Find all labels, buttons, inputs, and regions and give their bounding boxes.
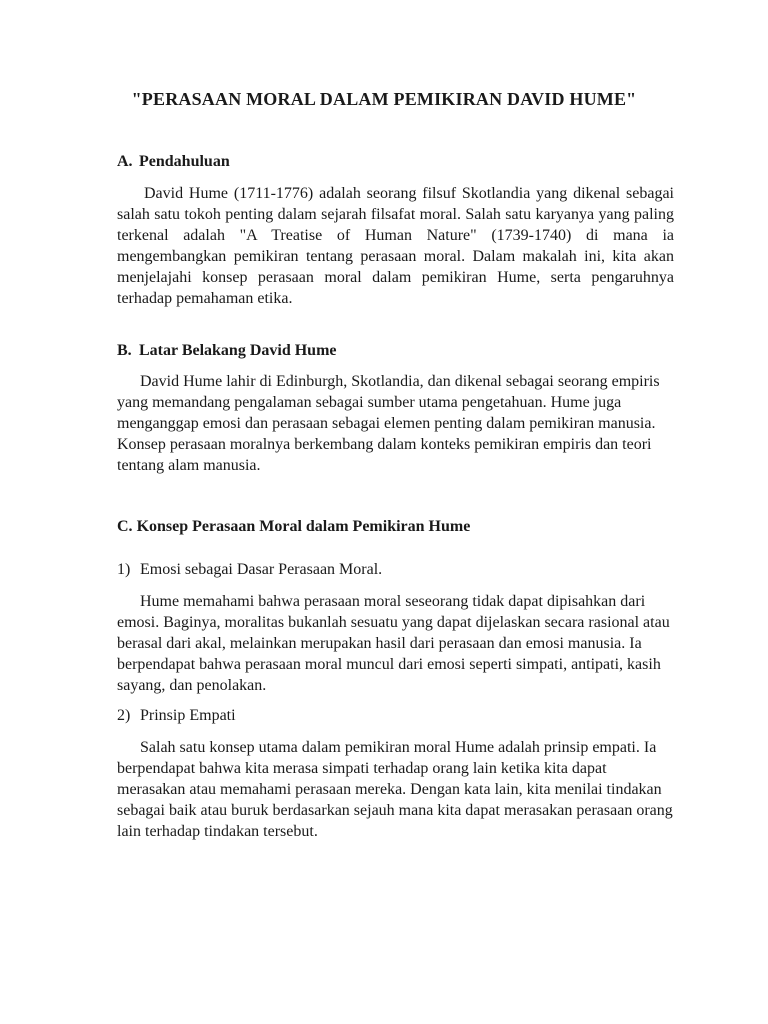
section-b-paragraph: David Hume lahir di Edinburgh, Skotlandia, dan dikenal sebagai seorang empiris yang memandang pengalaman sebagai sumber utama pengetahuan. Hume juga menganggap emosi dan perasaan sebagai elemen penting dalam pemikiran manusia. Konsep perasaan moralnya berkembang dalam konteks pemikiran empiris dan teori tentang alam manusia. bbox=[117, 373, 660, 474]
subitem-title: Prinsip Empati bbox=[140, 707, 236, 724]
section-letter: B. bbox=[117, 342, 132, 359]
document-title: "PERASAAN MORAL DALAM PEMIKIRAN DAVID HUME" bbox=[131, 89, 637, 109]
section-a-paragraph: David Hume (1711-1776) adalah seorang filsuf Skotlandia yang dikenal sebagai salah satu tokoh penting dalam sejarah filsafat moral. Salah satu karyanya yang paling terkenal adalah "A Treatise of Human Nature" (1739-1740) di mana ia mengembangkan pemikiran tentang perasaan moral. Dalam makalah ini, kita akan menjelajahi konsep perasaan moral dalam pemikiran Hume, serta pengaruhnya terhadap pemahaman etika. bbox=[117, 185, 674, 307]
subitem-heading-1 bbox=[117, 561, 382, 579]
subitem-number: 1) bbox=[117, 561, 131, 578]
subitem-2-paragraph: Salah satu konsep utama dalam pemikiran moral Hume adalah prinsip empati. Ia berpendapat bahwa kita merasa simpati terhadap orang lain ketika kita dapat merasakan atau memahami perasaan mereka. Dengan kata lain, kita menilai tindakan sebagai baik atau buruk berdasarkan sejauh mana kita dapat merasakan perasaan orang lain terhadap tindakan tersebut. bbox=[117, 739, 673, 840]
subitem-title: Emosi sebagai Dasar Perasaan Moral. bbox=[140, 561, 383, 578]
section-heading-b bbox=[117, 342, 337, 360]
section-letter: C. bbox=[117, 518, 133, 535]
subitem-heading-2 bbox=[117, 707, 236, 725]
subitem-number: 2) bbox=[117, 707, 131, 724]
section-title: Latar Belakang David Hume bbox=[139, 342, 337, 359]
section-letter: A. bbox=[117, 153, 133, 170]
section-title: Konsep Perasaan Moral dalam Pemikiran Hume bbox=[136, 518, 471, 535]
section-heading-c bbox=[117, 518, 470, 536]
section-title: Pendahuluan bbox=[139, 153, 230, 170]
subitem-1-paragraph: Hume memahami bahwa perasaan moral seseorang tidak dapat dipisahkan dari emosi. Baginya, moralitas bukanlah sesuatu yang dapat dijelaskan secara rasional atau berasal dari akal, melainkan merupakan hasil dari perasaan dan emosi manusia. Ia berpendapat bahwa perasaan moral muncul dari emosi seperti simpati, antipati, kasih sayang, dan penolakan. bbox=[117, 593, 670, 694]
section-heading-a bbox=[117, 153, 230, 171]
